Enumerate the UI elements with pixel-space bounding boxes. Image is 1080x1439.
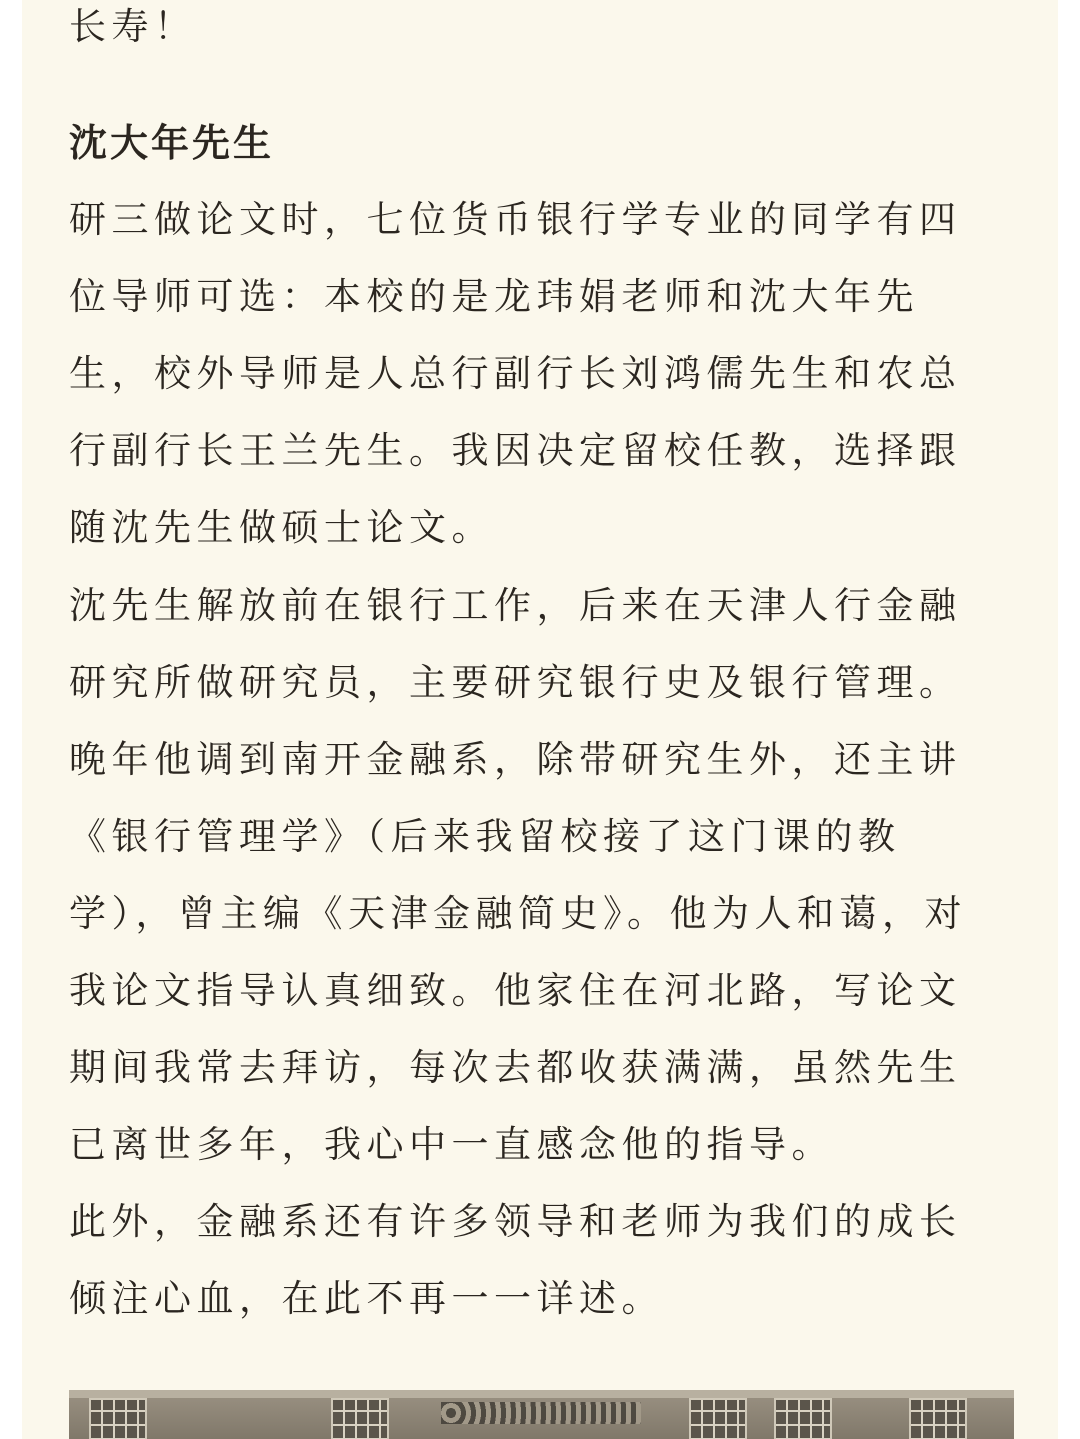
paragraph-line: 行副行长王兰先生。我因决定留校任教，选择跟 [69,429,962,472]
paragraph-line: 研究所做研究员，主要研究银行史及银行管理。 [69,661,962,704]
paragraph-line: 学），曾主编《天津金融简史》。他为人和蔼，对 [69,892,967,935]
photo-window [909,1398,967,1439]
paragraph-line: 此外，金融系还有许多领导和老师为我们的成长 [69,1200,962,1243]
paragraph-line: 期间我常去拜访，每次去都收获满满，虽然先生 [69,1046,962,1089]
paragraph-line: 我论文指导认真细致。他家住在河北路，写论文 [69,969,962,1012]
paragraph-line: 已离世多年，我心中一直感念他的指导。 [69,1123,834,1166]
paragraph-line: 位导师可选：本校的是龙玮娟老师和沈大年先 [69,275,919,318]
photo-window [774,1398,832,1439]
paragraph-line: 晚年他调到南开金融系，除带研究生外，还主讲 [69,738,962,781]
photo-ornament [441,1402,641,1424]
article-page [22,0,1058,1439]
previous-paragraph-tail: 长寿！ [69,5,197,48]
building-photo [69,1390,1014,1439]
paragraph-line: 倾注心血，在此不再一一详述。 [69,1277,664,1320]
paragraph-line: 随沈先生做硕士论文。 [69,506,494,549]
photo-window [89,1398,147,1439]
paragraph-line: 生，校外导师是人总行副行长刘鸿儒先生和农总 [69,352,962,395]
photo-window [331,1398,389,1439]
paragraph-line: 沈先生解放前在银行工作，后来在天津人行金融 [69,584,962,627]
photo-window [689,1398,747,1439]
paragraph-line: 研三做论文时，七位货币银行学专业的同学有四 [69,198,962,241]
paragraph-line: 《银行管理学》（后来我留校接了这门课的教 [69,815,901,858]
section-heading: 沈大年先生 [69,121,275,165]
photo-cornice [69,1390,1014,1398]
